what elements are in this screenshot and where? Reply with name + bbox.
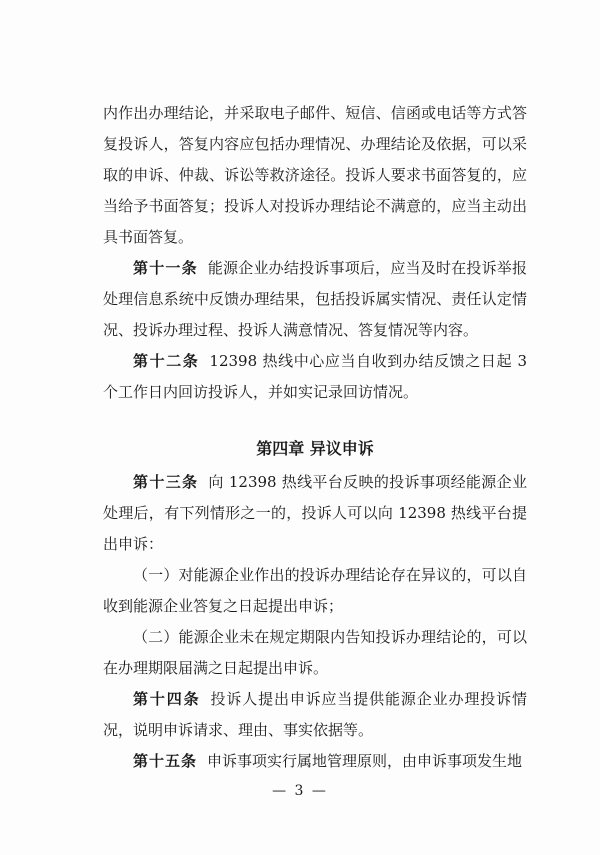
chapter-heading: 第四章 异议申诉 (256, 439, 374, 458)
body-text (103, 98, 527, 777)
article-15 (103, 746, 527, 777)
clause-2 (103, 622, 527, 684)
article-12 (103, 346, 527, 408)
article-text: 投诉人提出申诉应当提供能源企业办理投诉情况，说明申诉请求、理由、事实依据等。 (103, 690, 527, 739)
article-text: 能源企业办结投诉事项后，应当及时在投诉举报处理信息系统中反馈办理结果，包括投诉属实情况、责任认定情况、投诉办理过程、投诉人满意情况、答复情况等内容。 (103, 259, 527, 339)
article-text: 申诉事项实行属地管理原则，由申诉事项发生地 (207, 752, 523, 770)
clause-text: （二）能源企业未在规定期限内告知投诉办理结论的，可以在办理期限届满之日起提出申诉。 (103, 628, 527, 677)
article-text: 向 12398 热线平台反映的投诉事项经能源企业处理后，有下列情形之一的，投诉人可以向 12398 热线平台提出申诉： (103, 473, 527, 553)
paragraph-text: 内作出办理结论，并采取电子邮件、短信、信函或电话等方式答复投诉人，答复内容应包括办理情况、办理结论及依据，可以采取的申诉、仲裁、诉讼等救济途径。投诉人要求书面答复的，应当给予书面答复；投诉人对投诉办理结论不满意的，应当主动出具书面答复。 (103, 104, 527, 246)
article-number: 第十五条 (133, 752, 198, 770)
article-14 (103, 684, 527, 746)
article-number: 第十二条 (133, 352, 200, 370)
clause-1 (103, 560, 527, 622)
article-13 (103, 467, 527, 560)
paragraph-continuation (103, 98, 527, 253)
article-number: 第十四条 (133, 690, 201, 708)
article-11 (103, 253, 527, 346)
article-number: 第十三条 (133, 473, 199, 491)
page-number: — 3 — (272, 783, 328, 799)
article-number: 第十一条 (133, 259, 198, 277)
article-text: 12398 热线中心应当自收到办结反馈之日起 3 个工作日内回访投诉人，并如实记录回访情况。 (103, 352, 527, 401)
clause-text: （一）对能源企业作出的投诉办理结论存在异议的，可以自收到能源企业答复之日起提出申诉； (103, 566, 527, 615)
